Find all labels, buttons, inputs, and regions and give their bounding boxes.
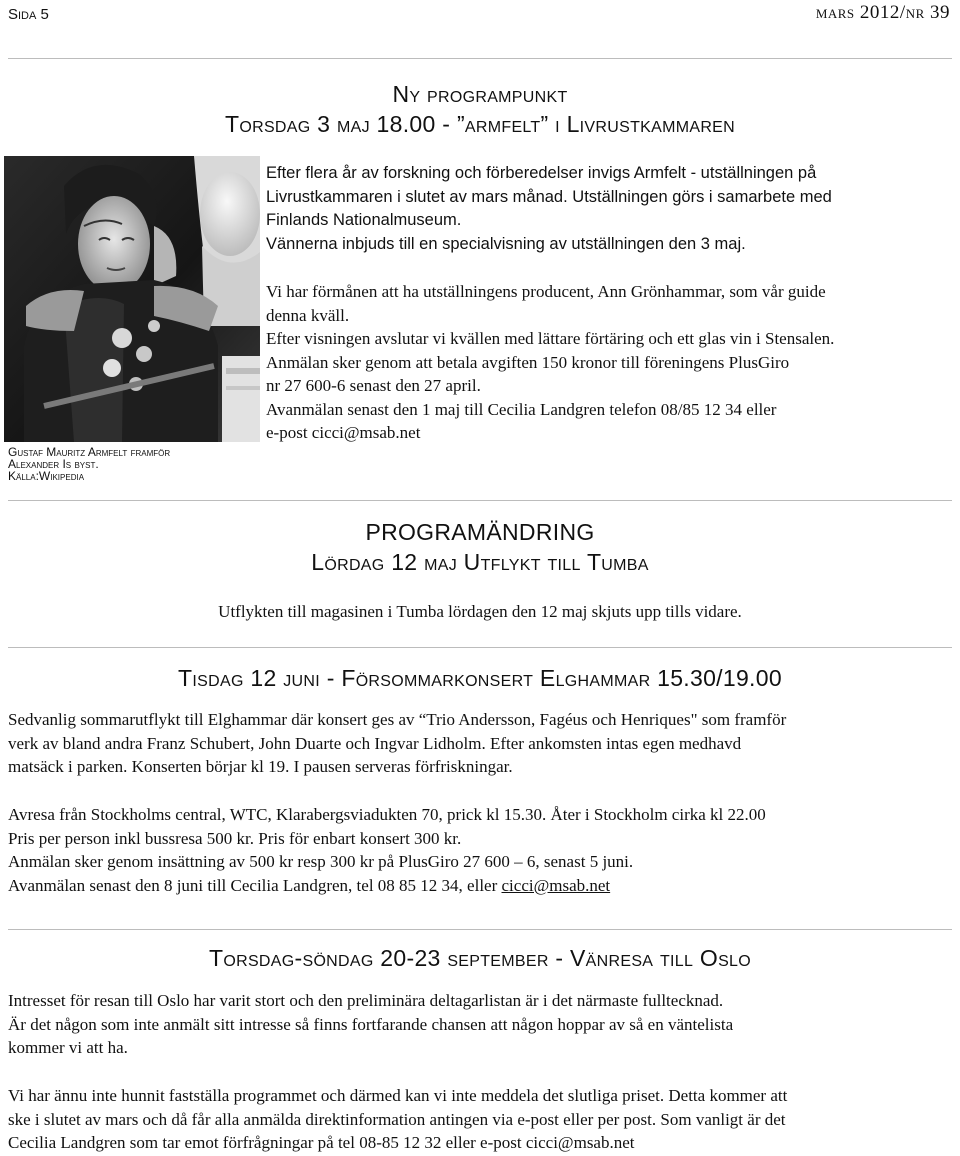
section3-para1 xyxy=(8,708,786,779)
text-line: Pris per person inkl bussresa 500 kr. Pris för enbart konsert 300 kr. xyxy=(8,828,462,848)
text-line: nr 27 600-6 senast den 27 april. xyxy=(266,376,481,395)
portrait-image xyxy=(4,156,260,442)
section3-title: Tisdag 12 juni - Försommarkonsert Elghammar 15.30/19.00 xyxy=(178,665,782,691)
section4-title: Torsdag-söndag 20-23 september - Vänresa till Oslo xyxy=(209,945,751,971)
text-line: Avresa från Stockholms central, WTC, Klarabergsviadukten 70, prick kl 15.30. Åter i Stockholm cirka kl 22.00 xyxy=(8,805,766,824)
text-line: Intresset för resan till Oslo har varit stort och den preliminära deltagarlistan är i det närmaste fulltecknad. xyxy=(8,991,724,1010)
text-line: Avanmälan senast den 1 maj till Cecilia Landgren telefon 08/85 12 34 eller xyxy=(266,399,777,419)
armfelt-portrait xyxy=(4,156,260,442)
divider xyxy=(8,647,952,648)
portrait-caption xyxy=(8,446,258,482)
issue-label: mars 2012/nr 39 xyxy=(815,2,950,23)
page-header xyxy=(0,0,960,32)
text-line: Finlands Nationalmuseum. xyxy=(266,211,462,229)
text-line: Anmälan sker genom att betala avgiften 150 kronor till föreningens PlusGiro xyxy=(266,352,790,372)
section1-body xyxy=(266,280,834,445)
text-line: Vi har förmånen att ha utställningens producent, Ann Grönhammar, som vår guide xyxy=(266,282,826,301)
divider xyxy=(8,929,952,930)
divider xyxy=(8,500,952,501)
text-line: Livrustkammaren i slutet av mars månad. Utställningen görs i samarbete med xyxy=(266,187,832,206)
section4-para1 xyxy=(8,989,733,1060)
text-line: Anmälan sker genom insättning av 500 kr resp 300 kr på PlusGiro 27 600 – 6, senast 5 juni. xyxy=(8,852,634,871)
text-line: Är det någon som inte anmält sitt intresse så finns fortfarande chansen att någon hoppar av så en väntelista xyxy=(8,1014,734,1034)
text-line: denna kväll. xyxy=(266,305,350,325)
section4-para2 xyxy=(8,1084,787,1155)
text-line: Cecilia Landgren som tar emot förfrågningar på tel 08-85 12 32 eller e-post cicci@msab.net xyxy=(8,1133,635,1152)
text-line: Efter flera år av forskning och förberedelser invigs Armfelt - utställningen på xyxy=(266,164,817,182)
caption-line: Källa:Wikipedia xyxy=(8,469,85,483)
text-line: Sedvanlig sommarutflykt till Elghammar där konsert ges av “Trio Andersson, Fagéus och Henriques" som framför xyxy=(8,710,787,729)
page-number: Sida 5 xyxy=(8,6,49,23)
text-line: verk av bland andra Franz Schubert, John Duarte och Ingvar Lidholm. Efter ankomsten intas egen medhavd xyxy=(8,733,742,753)
caption-line: Alexander Is byst. xyxy=(8,457,99,471)
section3-para2 xyxy=(8,803,766,897)
text-line: Efter visningen avslutar vi kvällen med lättare förtäring och ett glas vin i Stensalen. xyxy=(266,329,835,348)
text-line: ske i slutet av mars och då får alla anmälda direktinformation antingen via e-post eller per post. Som vanligt är det xyxy=(8,1109,786,1129)
text-line: Vi har ännu inte hunnit fastställa programmet och därmed kan vi inte meddela det slutliga priset. Detta kommer att xyxy=(8,1086,788,1105)
text-line: e-post cicci@msab.net xyxy=(266,423,421,442)
text-fragment: Avanmälan senast den 8 juni till Cecilia Landgren, tel 08 85 12 34, eller xyxy=(8,875,502,895)
divider xyxy=(8,58,952,59)
section2-text: Utflykten till magasinen i Tumba lördagen den 12 maj skjuts upp tills vidare. xyxy=(218,602,742,621)
section2-subtitle: Lördag 12 maj Utflykt till Tumba xyxy=(311,549,649,575)
text-line: kommer vi att ha. xyxy=(8,1038,128,1057)
section1-title: Ny programpunkt xyxy=(392,81,568,107)
text-line xyxy=(8,874,766,898)
email-link[interactable]: cicci@msab.net xyxy=(501,875,611,895)
section1-intro xyxy=(266,162,832,256)
text-line: Vännerna inbjuds till en specialvisning av utställningen den 3 maj. xyxy=(266,234,746,253)
section1-subtitle: Torsdag 3 maj 18.00 - ”armfelt” i Livrustkammaren xyxy=(225,111,735,137)
caption-line: Gustaf Mauritz Armfelt framför xyxy=(8,445,171,459)
section2-title: PROGRAMÄNDRING xyxy=(365,519,595,545)
text-line: matsäck i parken. Konserten börjar kl 19. I pausen serveras förfriskningar. xyxy=(8,757,513,776)
